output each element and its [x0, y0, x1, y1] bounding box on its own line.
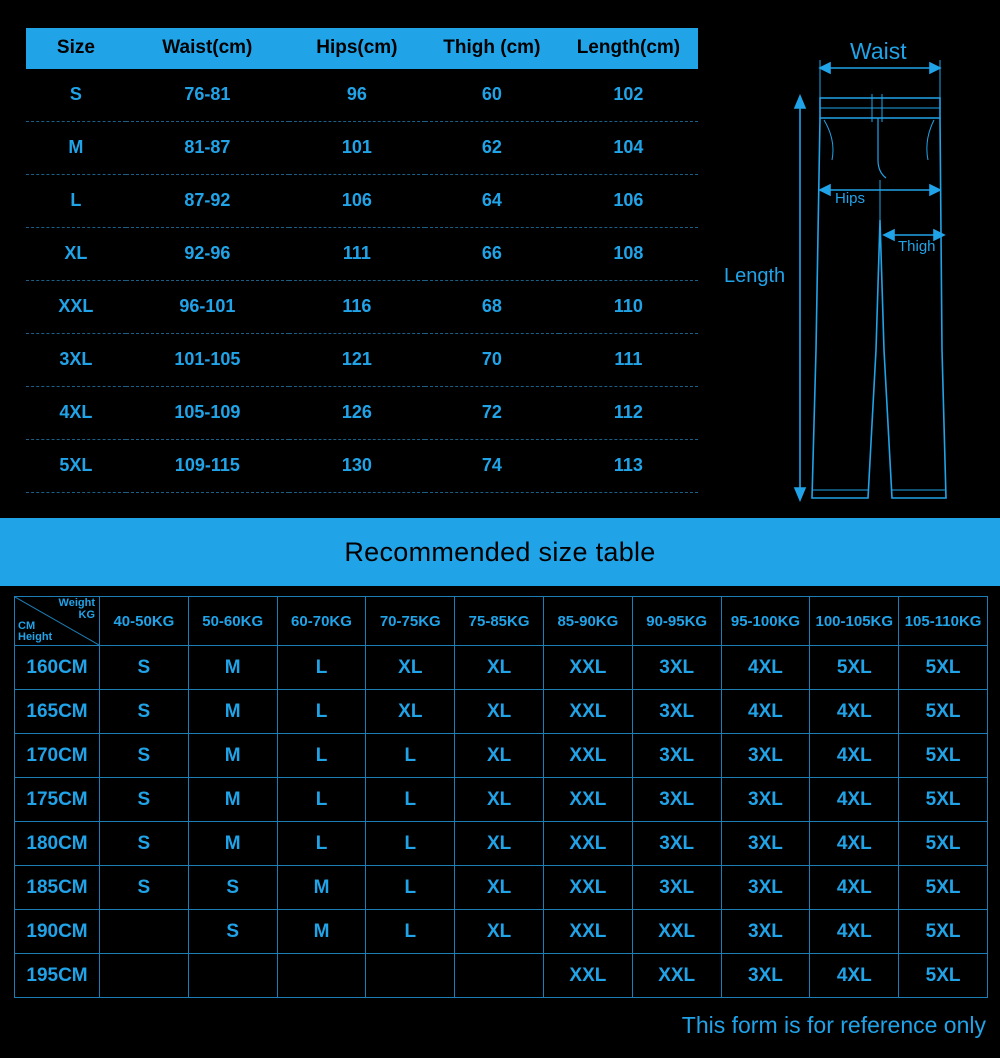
cell-hips: 116 — [289, 281, 425, 334]
diagram-label-hips: Hips — [835, 190, 866, 207]
size-cell: 3XL — [721, 778, 810, 822]
cell-thigh: 64 — [425, 175, 559, 228]
header-size: Size — [26, 28, 126, 69]
size-cell: S — [100, 734, 189, 778]
size-cell: 5XL — [899, 954, 988, 998]
table-row — [15, 778, 988, 822]
pants-diagram — [720, 20, 990, 510]
size-cell: XXL — [543, 954, 632, 998]
length-dimension-arrow — [795, 96, 805, 500]
cell-thigh: 74 — [425, 440, 559, 493]
size-cell: 3XL — [721, 866, 810, 910]
diagram-label-thigh: Thigh — [898, 238, 936, 255]
cell-size: L — [26, 175, 126, 228]
size-cell: XXL — [543, 778, 632, 822]
cell-thigh: 62 — [425, 122, 559, 175]
size-cell: S — [100, 690, 189, 734]
waist-dimension-arrow — [820, 60, 940, 98]
height-label: 190CM — [15, 910, 100, 954]
weight-header-4: 75-85KG — [455, 597, 544, 646]
cell-hips: 106 — [289, 175, 425, 228]
diagram-label-waist: Waist — [850, 38, 907, 64]
weight-header-8: 100-105KG — [810, 597, 899, 646]
cell-waist: 109-115 — [126, 440, 289, 493]
size-cell: 4XL — [810, 910, 899, 954]
diagram-label-length: Length — [724, 265, 786, 287]
cell-hips: 96 — [289, 69, 425, 122]
cell-length: 104 — [559, 122, 698, 175]
size-cell: 4XL — [721, 690, 810, 734]
size-cell: XL — [455, 822, 544, 866]
size-cell: 3XL — [632, 778, 721, 822]
size-cell: XXL — [632, 954, 721, 998]
table-row — [15, 910, 988, 954]
size-cell: M — [188, 778, 277, 822]
size-cell: S — [188, 866, 277, 910]
size-cell: L — [366, 822, 455, 866]
height-label: 175CM — [15, 778, 100, 822]
size-cell: 4XL — [810, 866, 899, 910]
size-cell: 3XL — [632, 690, 721, 734]
size-cell: 5XL — [899, 822, 988, 866]
cell-size: 5XL — [26, 440, 126, 493]
table-row — [26, 334, 698, 387]
weight-header-3: 70-75KG — [366, 597, 455, 646]
size-cell — [188, 954, 277, 998]
cell-thigh: 70 — [425, 334, 559, 387]
size-cell: XXL — [543, 690, 632, 734]
size-table-header — [26, 28, 698, 69]
size-cell: XXL — [543, 866, 632, 910]
size-cell: 4XL — [810, 734, 899, 778]
height-label: 180CM — [15, 822, 100, 866]
size-cell: 4XL — [810, 690, 899, 734]
size-cell: XXL — [543, 822, 632, 866]
cell-size: XL — [26, 228, 126, 281]
banner-title: Recommended size table — [344, 536, 656, 567]
cell-hips: 130 — [289, 440, 425, 493]
height-label: 185CM — [15, 866, 100, 910]
size-cell: L — [277, 646, 366, 690]
size-cell: 3XL — [632, 734, 721, 778]
cell-length: 102 — [559, 69, 698, 122]
weight-header-1: 50-60KG — [188, 597, 277, 646]
weight-header-9: 105-110KG — [899, 597, 988, 646]
size-cell: S — [188, 910, 277, 954]
size-cell: 4XL — [721, 646, 810, 690]
size-cell: S — [100, 646, 189, 690]
header-thigh: Thigh (cm) — [425, 28, 559, 69]
size-cell: 4XL — [810, 822, 899, 866]
size-cell: L — [277, 822, 366, 866]
cell-size: S — [26, 69, 126, 122]
size-cell: M — [277, 866, 366, 910]
corner-weight-label — [59, 598, 95, 621]
cell-length: 113 — [559, 440, 698, 493]
cell-size: M — [26, 122, 126, 175]
size-cell: XXL — [543, 734, 632, 778]
height-label: 160CM — [15, 646, 100, 690]
size-cell: XL — [455, 778, 544, 822]
header-hips: Hips(cm) — [289, 28, 425, 69]
table-row — [26, 175, 698, 228]
top-section — [0, 0, 1000, 512]
cell-waist: 101-105 — [126, 334, 289, 387]
recommended-size-table — [14, 596, 988, 998]
table-row — [26, 387, 698, 440]
size-cell: L — [277, 734, 366, 778]
cell-length: 110 — [559, 281, 698, 334]
recommended-size-banner — [0, 518, 1000, 586]
height-label: 195CM — [15, 954, 100, 998]
cell-waist: 105-109 — [126, 387, 289, 440]
weight-header-0: 40-50KG — [100, 597, 189, 646]
header-waist: Waist(cm) — [126, 28, 289, 69]
size-table-body — [26, 69, 698, 493]
cell-length: 106 — [559, 175, 698, 228]
table-row — [26, 122, 698, 175]
rec-table-header-row — [15, 597, 988, 646]
cell-thigh: 72 — [425, 387, 559, 440]
table-row — [26, 281, 698, 334]
size-cell: XL — [455, 910, 544, 954]
cell-waist: 92-96 — [126, 228, 289, 281]
height-label: 165CM — [15, 690, 100, 734]
cell-size: 3XL — [26, 334, 126, 387]
size-cell: XXL — [632, 910, 721, 954]
cell-length: 108 — [559, 228, 698, 281]
size-measurements-table — [26, 28, 698, 493]
size-cell — [100, 954, 189, 998]
size-cell: 5XL — [899, 690, 988, 734]
size-cell: XL — [455, 866, 544, 910]
corner-height-label — [18, 621, 52, 644]
size-cell: 5XL — [899, 778, 988, 822]
corner-weight-text: Weight — [58, 597, 95, 609]
cell-hips: 111 — [289, 228, 425, 281]
size-cell: M — [188, 822, 277, 866]
cell-hips: 126 — [289, 387, 425, 440]
table-row — [15, 690, 988, 734]
size-cell: L — [277, 690, 366, 734]
size-cell — [366, 954, 455, 998]
size-cell: 3XL — [632, 866, 721, 910]
size-cell: L — [277, 778, 366, 822]
table-row — [15, 954, 988, 998]
cell-hips: 121 — [289, 334, 425, 387]
cell-waist: 87-92 — [126, 175, 289, 228]
size-cell: 3XL — [721, 954, 810, 998]
size-cell: L — [366, 866, 455, 910]
size-cell: 5XL — [899, 866, 988, 910]
cell-thigh: 68 — [425, 281, 559, 334]
corner-inner — [15, 597, 99, 645]
size-cell: M — [188, 690, 277, 734]
size-cell: 5XL — [899, 734, 988, 778]
size-cell: L — [366, 734, 455, 778]
height-label: 170CM — [15, 734, 100, 778]
corner-axis-header — [15, 597, 100, 646]
size-cell: M — [188, 734, 277, 778]
table-row — [26, 69, 698, 122]
header-length: Length(cm) — [559, 28, 698, 69]
weight-header-7: 95-100KG — [721, 597, 810, 646]
corner-height-text: Height — [18, 631, 53, 644]
size-cell: XL — [366, 646, 455, 690]
cell-size: 4XL — [26, 387, 126, 440]
reference-note: This form is for reference only — [681, 1012, 986, 1038]
cell-thigh: 66 — [425, 228, 559, 281]
recommended-size-table-wrapper — [14, 596, 988, 998]
size-cell: L — [366, 778, 455, 822]
size-cell — [277, 954, 366, 998]
table-row — [15, 646, 988, 690]
cell-length: 112 — [559, 387, 698, 440]
size-cell: 5XL — [899, 646, 988, 690]
cell-size: XXL — [26, 281, 126, 334]
size-cell: M — [188, 646, 277, 690]
size-cell: S — [100, 778, 189, 822]
weight-header-5: 85-90KG — [543, 597, 632, 646]
table-row — [15, 866, 988, 910]
size-cell — [100, 910, 189, 954]
size-cell: M — [277, 910, 366, 954]
size-cell: 5XL — [899, 910, 988, 954]
corner-height-unit: CM — [18, 619, 36, 632]
weight-header-6: 90-95KG — [632, 597, 721, 646]
table-row — [15, 822, 988, 866]
size-cell: XL — [366, 690, 455, 734]
rec-table-header — [15, 597, 988, 646]
table-row — [26, 440, 698, 493]
cell-waist: 81-87 — [126, 122, 289, 175]
cell-thigh: 60 — [425, 69, 559, 122]
size-cell: 3XL — [632, 822, 721, 866]
size-cell: XXL — [543, 646, 632, 690]
size-cell: 3XL — [721, 910, 810, 954]
weight-header-2: 60-70KG — [277, 597, 366, 646]
cell-waist: 96-101 — [126, 281, 289, 334]
corner-weight-unit: KG — [78, 608, 95, 621]
size-table-header-row — [26, 28, 698, 69]
rec-table-body — [15, 646, 988, 998]
size-cell: 3XL — [721, 734, 810, 778]
size-cell: S — [100, 822, 189, 866]
size-cell — [455, 954, 544, 998]
size-cell: XL — [455, 734, 544, 778]
cell-waist: 76-81 — [126, 69, 289, 122]
size-cell: S — [100, 866, 189, 910]
size-cell: 3XL — [632, 646, 721, 690]
size-cell: XL — [455, 646, 544, 690]
table-row — [15, 734, 988, 778]
size-cell: 4XL — [810, 778, 899, 822]
cell-hips: 101 — [289, 122, 425, 175]
size-cell: L — [366, 910, 455, 954]
size-cell: 5XL — [810, 646, 899, 690]
cell-length: 111 — [559, 334, 698, 387]
size-cell: XXL — [543, 910, 632, 954]
table-row — [26, 228, 698, 281]
size-cell: 3XL — [721, 822, 810, 866]
size-cell: 4XL — [810, 954, 899, 998]
size-cell: XL — [455, 690, 544, 734]
